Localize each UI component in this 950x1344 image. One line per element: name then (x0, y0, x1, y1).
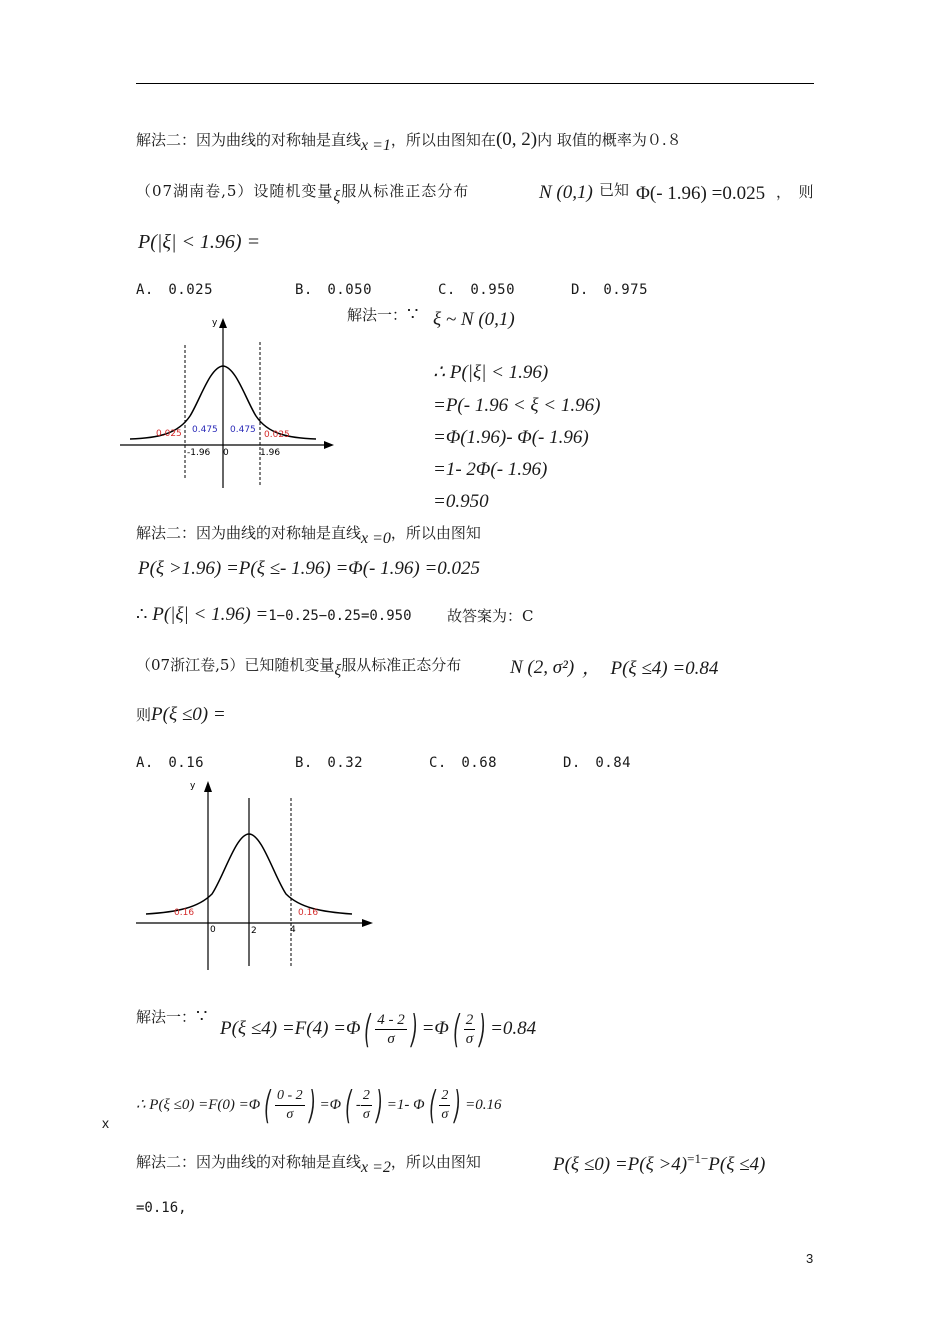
y-axis-label: y (212, 318, 218, 328)
problem2-dist: N (2, σ²) (510, 657, 575, 678)
y-axis-label-2: y (190, 781, 196, 791)
solution1a-head (347, 306, 418, 324)
problem1-known (599, 181, 629, 199)
paren-open-5: ( (428, 1083, 436, 1127)
normal-curve-figure-2 (132, 776, 378, 972)
stray-mark: x (102, 1115, 109, 1131)
option2-a: A. 0.16 (136, 755, 205, 771)
conclusion-expr: P(|ξ| < 1.96) = (152, 604, 269, 625)
paren-close-5: ) (454, 1083, 462, 1127)
y-axis-arrow (219, 318, 227, 328)
option2-b: B. 0.32 (295, 755, 364, 771)
line1 (136, 129, 682, 154)
method-two-lead-2: 解法二：因为曲线的对称轴是直线 (136, 1153, 362, 1171)
x-axis-arrow (324, 441, 334, 449)
then-label-2: 则 (136, 706, 152, 724)
option-c: C. 0.950 (438, 282, 516, 298)
result-084: =0.84 (490, 1018, 537, 1039)
problem1-then (776, 183, 814, 201)
line1-lead: 解法二：因为曲线的对称轴是直线 (136, 131, 362, 149)
neg-sign: - (355, 1097, 361, 1113)
tick-neg: -1.96 (187, 448, 211, 458)
solution1b-conclusion (136, 606, 412, 625)
normal-curve-figure-1 (118, 312, 340, 492)
paren-open: ( (364, 1007, 372, 1051)
solution1b-answer: 故答案为：C (447, 607, 534, 625)
frac3-den: σ (286, 1106, 294, 1122)
label-left-mid: 0.475 (192, 425, 218, 435)
solution1b-formula: P(ξ >1.96) =P(ξ ≤- 1.96) =Φ(- 1.96) =0.025 (138, 558, 481, 579)
paren-close-3: ) (308, 1083, 316, 1127)
xi-symbol-2: ξ (334, 662, 342, 679)
fraction-1 (375, 1011, 407, 1048)
solution1a-step-1: ∴ P(|ξ| < 1.96) (433, 362, 549, 383)
because-symbol-2: ∵ (196, 1006, 208, 1027)
option-d: D. 0.975 (571, 282, 649, 298)
line1-mid: ，所以由图知在 (390, 131, 496, 149)
tick-0: 0 (210, 925, 216, 935)
problem1-dist (539, 184, 593, 202)
paren-close: ) (410, 1007, 418, 1051)
line1-interval: (0, 2) (495, 129, 538, 150)
frac5-num: 2 (439, 1087, 450, 1106)
label-left-tail: 0.025 (156, 429, 182, 439)
question2: P(ξ ≤0) = (151, 704, 226, 725)
frac1-den: σ (387, 1030, 395, 1047)
problem2-source: （07浙江卷,5）已知随机变量 (136, 656, 335, 674)
expr-start: P(ξ ≤4) =F(4) =Φ (220, 1018, 361, 1039)
label-right-tail-2: 0.16 (298, 908, 319, 918)
tick-pos: 1.96 (260, 448, 281, 458)
solution2b-result: =0.16, (136, 1200, 187, 1216)
problem1-phi (636, 185, 765, 203)
result-016: =0.16 (465, 1097, 502, 1113)
fraction-4 (361, 1087, 372, 1124)
label-left-tail-2: 0.16 (174, 908, 195, 918)
header-rule (136, 83, 814, 84)
solution1a-step-3: =Φ(1.96)- Φ(- 1.96) (433, 427, 589, 448)
problem1-source: （07湖南卷,5）设随机变量 (136, 182, 334, 200)
method-two-lead: 解法二：因为曲线的对称轴是直线 (136, 524, 362, 542)
method-two-tail: ，所以由图知 (390, 524, 481, 542)
tick-2: 2 (251, 926, 257, 936)
option-b: B. 0.050 (295, 282, 373, 298)
question1: P(|ξ| < 1.96) = (138, 231, 261, 253)
problem1-dist-text: 服从标准正态分布 (341, 182, 470, 200)
dist-statement: ξ ~ N (0,1) (433, 309, 515, 330)
eq-phi-neg: =Φ (319, 1097, 342, 1113)
solution1a-step-4: =1- 2Φ(- 1.96) (433, 459, 548, 480)
solution2a-line1 (136, 1006, 537, 1058)
axis-eq: x =0 (361, 530, 391, 547)
page-number: 3 (806, 1251, 814, 1266)
eq-one: =1− (687, 1151, 709, 1166)
line2-start: ∴ P(ξ ≤0) =F(0) =Φ (136, 1097, 261, 1113)
paren-open-3: ( (264, 1083, 271, 1127)
one-minus-phi: =1- Φ (386, 1097, 425, 1113)
frac2-den: σ (465, 1030, 474, 1047)
paren-close-2: ) (479, 1007, 486, 1051)
solution1a-line0 (433, 311, 515, 329)
formula-part-1: P(ξ ≤0) =P(ξ >4) (553, 1154, 688, 1175)
because-symbol: ∵ (407, 304, 419, 325)
problem1-statement (136, 182, 470, 205)
method-one-label-2: 解法一： (136, 1008, 197, 1026)
eq-phi: =Φ (421, 1018, 449, 1039)
xi-symbol: ξ (333, 188, 342, 205)
formula-part-2: P(ξ ≤4) (708, 1154, 766, 1175)
conclusion-val: 1−0.25−0.25=0.950 (268, 608, 412, 624)
paren-open-2: ( (452, 1007, 460, 1051)
option-a: A. 0.025 (136, 282, 214, 298)
line1-eq: x =1 (361, 137, 391, 154)
problem2-question-line (136, 706, 226, 724)
option2-c: C. 0.68 (429, 755, 498, 771)
solution2a-line2 (136, 1083, 502, 1127)
y-axis-arrow-2 (204, 781, 212, 792)
method-two-tail-2: ，所以由图知 (390, 1153, 481, 1171)
tick-4: 4 (290, 925, 296, 935)
frac4-num: 2 (361, 1087, 372, 1106)
problem2-dist-text: 服从标准正态分布 (341, 656, 462, 674)
solution2b-formula (553, 1151, 766, 1175)
problem1-question (138, 233, 260, 251)
label-right-mid: 0.475 (230, 425, 256, 435)
frac2-num: 2 (465, 1011, 474, 1028)
therefore-symbol: ∴ (136, 604, 148, 625)
phi-given: Φ(- 1.96) =0.025 (636, 183, 766, 204)
label-right-tail: 0.025 (264, 430, 290, 440)
fraction-3 (275, 1087, 305, 1124)
option2-d: D. 0.84 (563, 755, 632, 771)
line1-tail: 内 取值的概率为０.８ (537, 131, 682, 149)
frac4-den: σ (362, 1106, 370, 1122)
then-label: ， 则 (776, 183, 814, 201)
axis-eq-2: x =2 (361, 1159, 391, 1176)
solution1a-step-2: =P(- 1.96 < ξ < 1.96) (433, 395, 601, 416)
solution1a-step-5: =0.950 (433, 491, 489, 512)
formula-2a (220, 1007, 537, 1051)
method-one-label: 解法一： (347, 306, 408, 324)
tick-zero: 0 (223, 448, 229, 458)
x-axis-arrow-2 (362, 919, 373, 927)
fraction-5 (439, 1087, 450, 1124)
known-label: 已知 (599, 181, 630, 199)
frac3-num: 0 - 2 (275, 1087, 305, 1106)
solution2b-intro (136, 1153, 481, 1176)
problem2-given: ， P(ξ ≤4) =0.84 (582, 658, 719, 679)
dist-formula: N (0,1) (539, 182, 593, 203)
problem2-statement (136, 656, 462, 679)
paren-close-4: ) (375, 1083, 383, 1127)
solution1b-intro (136, 524, 481, 547)
fraction-2 (464, 1011, 476, 1048)
paren-open-4: ( (345, 1083, 352, 1127)
frac1-num: 4 - 2 (377, 1011, 405, 1028)
frac5-den: σ (441, 1106, 449, 1122)
